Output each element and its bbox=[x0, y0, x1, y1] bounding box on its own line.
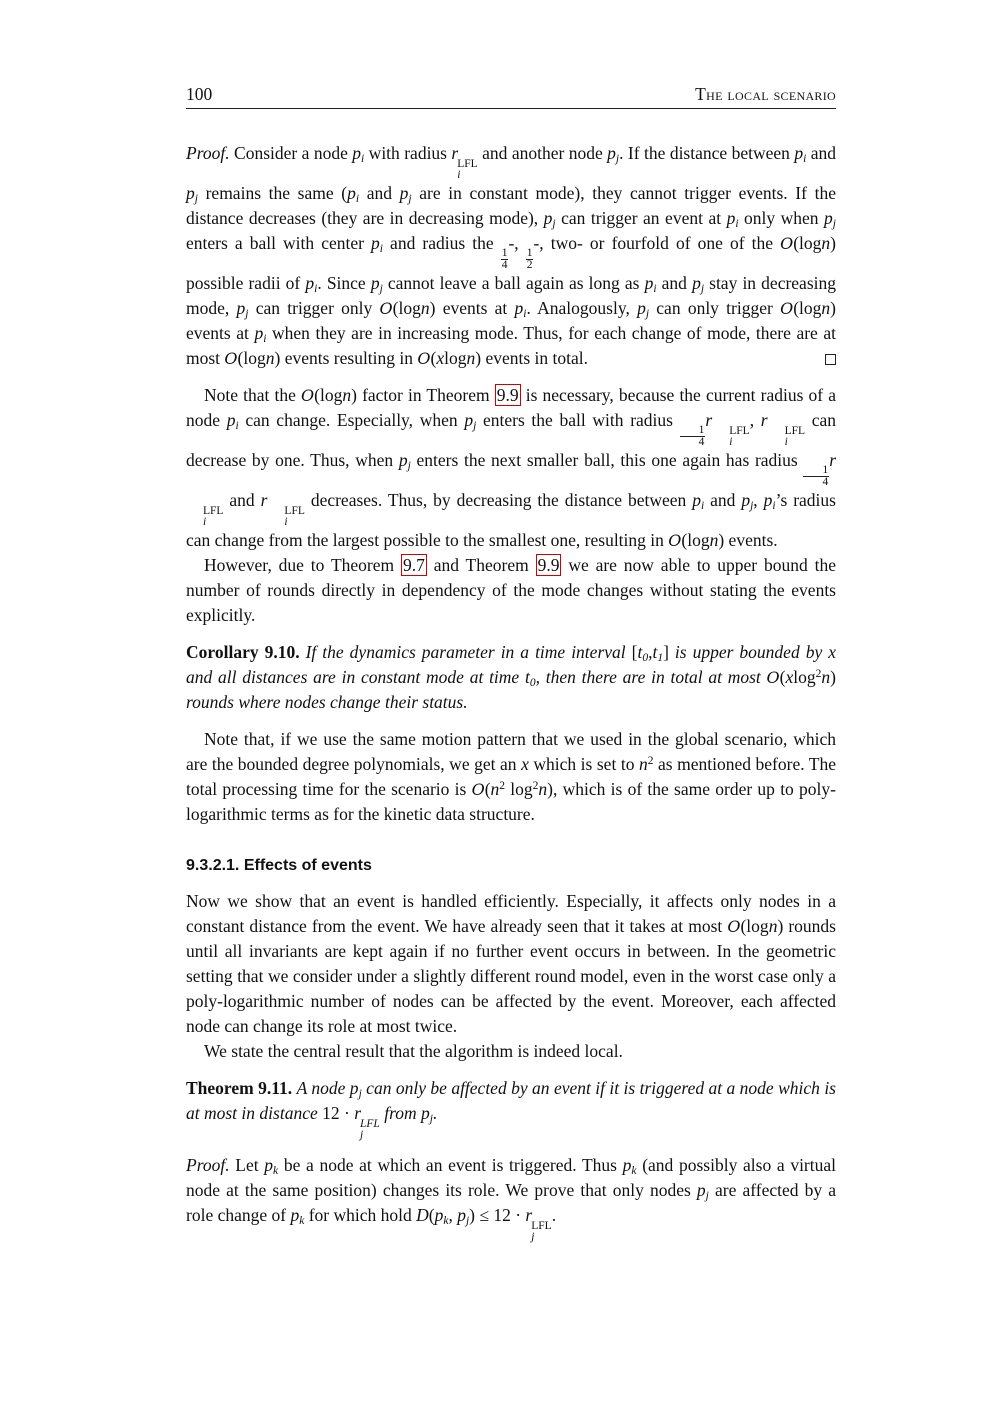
theorem-label: Theorem 9.11. bbox=[186, 1078, 293, 1098]
ref-theorem-9-9-b[interactable]: 9.9 bbox=[537, 555, 560, 575]
paragraph-central-result: We state the central result that the algorithm is indeed local. bbox=[204, 1041, 623, 1061]
running-title: The local scenario bbox=[695, 84, 836, 104]
paragraph-note-log-factor: Note that the O(logn) factor in Theorem 9.9 is necessary, because the current radius of a node $p_i$ can change. Especially, when $p_j$ enters the ball with radius $\frac{1}{4}$ r LFL i , r LFL i can decrease by one. Thus, when $p_j$ enters the next smaller ball, this one again has radius $\frac{1}{4}$ r LFL i and r LFL i decreases. Thus, by decreasing the distance between $p_i$ and $p_j$, $p_i’s$ radius can change from the largest possible to the smallest one, resulting in O(logn) events. bbox=[186, 385, 837, 550]
paragraph-effects: Now we show that an event is handled efficiently. Especially, it affects only nodes in a constant distance from the event. We have already seen that it takes at most O(logn) rounds until all invariants are kept again if no further event occurs in between. In the geometric setting that we consider under a slightly different round model, even in the worst case only a poly-logarithmic number of nodes can be affected by the event. Moreover, each affected node can change its role at most twice. bbox=[186, 891, 836, 1036]
ref-theorem-9-9[interactable]: 9.9 bbox=[496, 385, 519, 405]
proof-label-2: Proof. bbox=[186, 1155, 230, 1175]
qed-box bbox=[825, 354, 836, 365]
proof-paragraph-2: Proof. Let $p_k$ be a node at which an event is triggered. Thus $p_k$ (and possibly also a virtual node at the same position) changes its role. We prove that only nodes $p_j$ are affected by a role change of $p_k$ for which hold $D(p_k$, $p_j) \le 12 \cdot r$ LFL j . bbox=[186, 1155, 837, 1243]
proof-paragraph-1: Proof. Consider a node $p_i$ with radius r LFL i and another node $p_j$. If the distance between $p_i$ and $p_j$ remains the same ($p_i$ and $p_j$ are in constant mode), they cannot trigger events. If the distance decreases (they are in decreasing mode), $p_j$ can trigger an event at $p_i$ only when $p_j$ enters a ball with center $p_i$ and radius the $\frac{1}{4}$ -, $\frac{1}{2}$ -, two- or fourfold of one of the O(logn) possible radii of $p_i$. Since $p_j$ cannot leave a ball again as long as $p_i$ and $p_j$ stay in decreasing mode, $p_j$ can trigger only O(logn) events at $p_i$. Analogously, $p_j$ can only trigger O(logn) events at $p_i$ when they are in increasing mode. Thus, for each change of mode, there are at most O(logn) events resulting in O(xlogn) events in total. bbox=[186, 143, 837, 368]
paragraph-motion-pattern: Note that, if we use the same motion pattern that we used in the global scenario, which are the bounded degree polynomials, we get an x which is set to $n^2$ as mentioned before. The total processing time for the scenario is $O(n^2$ $\log^2n$), which is of the same order up to poly-logarithmic terms as for the kinetic data structure. bbox=[186, 729, 836, 824]
proof-label: Proof. bbox=[186, 143, 230, 163]
section-heading-effects-of-events: 9.3.2.1. Effects of events bbox=[186, 857, 372, 874]
page bbox=[186, 84, 836, 1243]
theorem-9-11: Theorem 9.11. A node $p_j$ can only be affected by an event if it is triggered at a node which is at most in distance 12 · r LFL j from $p_j$. bbox=[186, 1078, 836, 1141]
running-header bbox=[186, 84, 836, 109]
page-number: 100 bbox=[186, 84, 213, 104]
paragraph-however: However, due to Theorem 9.7 and Theorem 9.9 we are now able to upper bound the number of rounds directly in dependency of the mode changes without stating the events explicitly. bbox=[186, 555, 836, 625]
corollary-label: Corollary 9.10. bbox=[186, 642, 300, 662]
corollary-9-10: Corollary 9.10. If the dynamics parameter in a time interval $[t_0,t_1]$ is upper bounded by x and all distances are in constant mode at time $t_0$, then there are in total at most O(xlog$^2$n) rounds where nodes change their status. bbox=[186, 642, 836, 712]
ref-theorem-9-7[interactable]: 9.7 bbox=[403, 555, 425, 575]
